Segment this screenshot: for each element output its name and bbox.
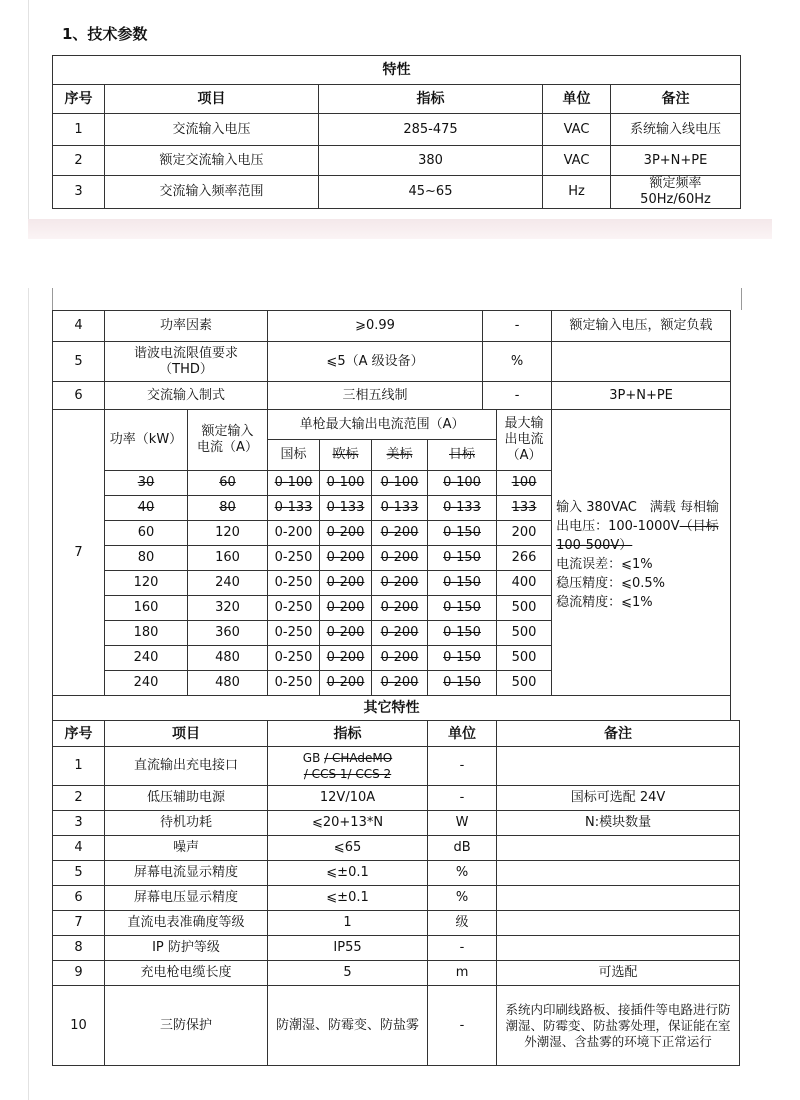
table-cell: 80 — [188, 496, 268, 521]
table-row — [53, 311, 740, 342]
table-cell: N:模块数量 — [497, 811, 740, 836]
table-cell: - — [483, 311, 552, 342]
table-cell: - — [428, 786, 497, 811]
table-cell: VAC — [543, 114, 611, 146]
table-cell: 0-200 — [320, 546, 372, 571]
table-cell: 100 — [497, 471, 552, 496]
other-title: 其它特性 — [53, 696, 731, 721]
table-cell: IP55 — [268, 936, 428, 961]
table-cell: 0-100 — [268, 471, 320, 496]
table-cell: 10 — [53, 986, 105, 1066]
table-row — [53, 747, 740, 786]
note-vreg: 稳压精度：⩽0.5% — [556, 575, 665, 591]
sub-header: 单枪最大输出电流范围（A） — [268, 410, 497, 440]
table-cell: 谐波电流限值要求（THD） — [105, 342, 268, 382]
table-cell: 30 — [105, 471, 188, 496]
table-row — [53, 114, 741, 146]
table-cell: 120 — [105, 571, 188, 596]
table-cell — [497, 836, 740, 861]
sub-header: 国标 — [268, 440, 320, 471]
col-header: 单位 — [428, 721, 497, 747]
table-row — [53, 886, 740, 911]
table-cell: 0-200 — [372, 521, 428, 546]
table-cell — [497, 911, 740, 936]
table-cell: dB — [428, 836, 497, 861]
connector-ccs: / CCS 1/ CCS 2 — [303, 767, 392, 781]
table-cell: 0-250 — [268, 621, 320, 646]
table-cell: 7 — [53, 911, 105, 936]
table-cell: 1 — [268, 911, 428, 936]
table-cell: - — [428, 986, 497, 1066]
table-cell: % — [428, 861, 497, 886]
table-cell: 1 — [53, 747, 105, 786]
table-cell: 充电枪电缆长度 — [105, 961, 268, 986]
table-cell: 低压辅助电源 — [105, 786, 268, 811]
table-cell: 0-200 — [320, 521, 372, 546]
table-cell — [497, 861, 740, 886]
table-cell: 防潮湿、防霉变、防盐雾 — [268, 986, 428, 1066]
table-cell: 480 — [188, 646, 268, 671]
table-cell: 直流电表准确度等级 — [105, 911, 268, 936]
col-header: 序号 — [53, 721, 105, 747]
col-header: 备注 — [611, 85, 741, 114]
table-cell: 240 — [188, 571, 268, 596]
table-row — [53, 811, 740, 836]
table-cell: IP 防护等级 — [105, 936, 268, 961]
table-row — [53, 382, 740, 410]
table-cell: 4 — [53, 311, 105, 342]
table-header-row — [53, 85, 741, 114]
table-cell: 0-150 — [428, 671, 497, 696]
table-cell: ⩽±0.1 — [268, 886, 428, 911]
table-cell: 三防保护 — [105, 986, 268, 1066]
table-cell: 0-150 — [428, 646, 497, 671]
table-row — [53, 410, 740, 440]
col-header: 单位 — [543, 85, 611, 114]
table-cell: 可选配 — [497, 961, 740, 986]
table-cell: 45~65 — [319, 176, 543, 209]
table-cell: ⩽20+13*N — [268, 811, 428, 836]
table-cell: 5 — [53, 861, 105, 886]
table-row — [53, 911, 740, 936]
table-cell: W — [428, 811, 497, 836]
table-cell: 0-200 — [320, 671, 372, 696]
table-cell: 500 — [497, 671, 552, 696]
table-cell: 133 — [497, 496, 552, 521]
table-cell: 80 — [105, 546, 188, 571]
table-cell: 交流输入频率范围 — [105, 176, 319, 209]
table-cell: 0-250 — [268, 646, 320, 671]
table-cell: 交流输入电压 — [105, 114, 319, 146]
table-cell — [497, 886, 740, 911]
table-row — [53, 176, 741, 209]
table-cell: % — [428, 886, 497, 911]
col-header: 项目 — [105, 85, 319, 114]
note-err: 电流误差：⩽1% — [556, 556, 653, 572]
table-cell: 0-133 — [372, 496, 428, 521]
table-cell: 5 — [268, 961, 428, 986]
note-ireg: 稳流精度：⩽1% — [556, 594, 653, 610]
connector-chademo: / CHAdeMO — [324, 751, 393, 765]
table-cell: ⩽5（A 级设备） — [268, 342, 483, 382]
table-row — [53, 786, 740, 811]
characteristics-table-continued — [52, 310, 740, 1066]
table-cell: Hz — [543, 176, 611, 209]
table-cell: 0-100 — [320, 471, 372, 496]
table-row — [53, 146, 741, 176]
table-cell: 3 — [53, 811, 105, 836]
table-cell: 额定交流输入电压 — [105, 146, 319, 176]
note-input: 输入 380VAC 满载 每相输出电压： — [556, 499, 719, 534]
table-row — [53, 861, 740, 886]
table-cell: 0-200 — [372, 546, 428, 571]
table-cell: 5 — [53, 342, 105, 382]
table-cell: 8 — [53, 936, 105, 961]
table-cell — [497, 936, 740, 961]
page-break-continuation — [52, 288, 742, 310]
col-header: 指标 — [319, 85, 543, 114]
table-cell: 0-200 — [320, 596, 372, 621]
table-cell: 0-150 — [428, 596, 497, 621]
sub-header: 日标 — [428, 440, 497, 471]
table-cell: 交流输入制式 — [105, 382, 268, 410]
table-cell: 噪声 — [105, 836, 268, 861]
table-cell: ⩽±0.1 — [268, 861, 428, 886]
col-header: 序号 — [53, 85, 105, 114]
table-cell: 级 — [428, 911, 497, 936]
table-cell: 160 — [188, 546, 268, 571]
connector-cell — [268, 747, 428, 786]
table-cell: 0-150 — [428, 571, 497, 596]
row7-note — [552, 410, 731, 696]
table-cell: m — [428, 961, 497, 986]
sub-header: 美标 — [372, 440, 428, 471]
table-row — [53, 986, 740, 1066]
sub-header: 额定输入电流（A） — [188, 410, 268, 471]
table-cell: 三相五线制 — [268, 382, 483, 410]
table-cell: 360 — [188, 621, 268, 646]
table-cell: - — [428, 936, 497, 961]
table-cell: 额定输入电压，额定负载 — [552, 311, 731, 342]
table-cell: 120 — [188, 521, 268, 546]
table-cell: VAC — [543, 146, 611, 176]
table-cell: 系统输入线电压 — [611, 114, 741, 146]
table-cell: 60 — [105, 521, 188, 546]
col-header: 指标 — [268, 721, 428, 747]
table-cell: - — [428, 747, 497, 786]
table-cell: 0-133 — [268, 496, 320, 521]
table-cell: 200 — [497, 521, 552, 546]
sub-header: 最大输出电流（A） — [497, 410, 552, 471]
table-cell: 0-200 — [320, 646, 372, 671]
characteristics-table — [52, 55, 741, 209]
table-cell: 0-150 — [428, 521, 497, 546]
table-cell: 480 — [188, 671, 268, 696]
table-cell: 6 — [53, 382, 105, 410]
table-cell: 3 — [53, 176, 105, 209]
table-cell: 0-250 — [268, 571, 320, 596]
table-cell: - — [483, 382, 552, 410]
col-header: 备注 — [497, 721, 740, 747]
table-cell: 直流输出充电接口 — [105, 747, 268, 786]
table-header-row — [53, 721, 740, 747]
table-cell: 0-250 — [268, 546, 320, 571]
table-cell: 1 — [53, 114, 105, 146]
note-range: 100-1000V — [608, 518, 680, 534]
table-cell: ⩽65 — [268, 836, 428, 861]
section-heading: 1、技术参数 — [62, 25, 148, 43]
table-cell: 7 — [53, 410, 105, 696]
sub-header: 欧标 — [320, 440, 372, 471]
table-cell: 285-475 — [319, 114, 543, 146]
table-row — [53, 836, 740, 861]
table-cell — [497, 747, 740, 786]
table-cell: 屏幕电流显示精度 — [105, 861, 268, 886]
table-cell: 180 — [105, 621, 188, 646]
table-cell: % — [483, 342, 552, 382]
table-cell: 12V/10A — [268, 786, 428, 811]
table-cell: 0-133 — [320, 496, 372, 521]
table-row — [53, 342, 740, 382]
table-cell: 屏幕电压显示精度 — [105, 886, 268, 911]
table-cell: 额定频率 50Hz/60Hz — [611, 176, 741, 209]
table-row — [53, 936, 740, 961]
table-cell: 0-150 — [428, 621, 497, 646]
table-cell: 0-200 — [268, 521, 320, 546]
table-cell: 60 — [188, 471, 268, 496]
table-cell: 0-200 — [372, 621, 428, 646]
table-cell: 160 — [105, 596, 188, 621]
table-cell — [552, 342, 731, 382]
table-cell: 待机功耗 — [105, 811, 268, 836]
table-cell: 40 — [105, 496, 188, 521]
table-cell: 2 — [53, 146, 105, 176]
table-title: 特性 — [53, 56, 741, 85]
table-cell: 400 — [497, 571, 552, 596]
table-cell: 3P+N+PE — [611, 146, 741, 176]
sub-header: 功率（kW） — [105, 410, 188, 471]
table-cell: 2 — [53, 786, 105, 811]
table-cell: 500 — [497, 646, 552, 671]
table-cell: 380 — [319, 146, 543, 176]
table-cell: 320 — [188, 596, 268, 621]
table-cell: 0-200 — [372, 571, 428, 596]
table-cell: ⩾0.99 — [268, 311, 483, 342]
table-cell: 4 — [53, 836, 105, 861]
table-cell: 240 — [105, 646, 188, 671]
table-cell: 500 — [497, 596, 552, 621]
connector-gb: GB — [302, 751, 321, 765]
table-cell: 0-200 — [320, 571, 372, 596]
table-cell: 系统内印刷线路板、接插件等电路进行防潮湿、防霉变、防盐雾处理，保证能在室外潮湿、含盐雾的环境下正常运行 — [497, 986, 740, 1066]
table-cell: 0-200 — [320, 621, 372, 646]
note-struck: （目标 100-500V） — [556, 518, 719, 553]
table-cell: 0-133 — [428, 496, 497, 521]
table-cell: 9 — [53, 961, 105, 986]
table-cell: 0-100 — [428, 471, 497, 496]
table-cell: 3P+N+PE — [552, 382, 731, 410]
table-cell: 0-150 — [428, 546, 497, 571]
table-cell: 功率因素 — [105, 311, 268, 342]
table-cell: 国标可选配 24V — [497, 786, 740, 811]
table-cell: 0-200 — [372, 596, 428, 621]
table-cell: 0-100 — [372, 471, 428, 496]
table-row — [53, 961, 740, 986]
table-cell: 0-200 — [372, 646, 428, 671]
table-cell: 0-250 — [268, 596, 320, 621]
table-cell: 500 — [497, 621, 552, 646]
table-cell: 0-200 — [372, 671, 428, 696]
col-header: 项目 — [105, 721, 268, 747]
table-cell: 240 — [105, 671, 188, 696]
page-separator — [28, 219, 772, 239]
table-cell: 6 — [53, 886, 105, 911]
table-cell: 0-250 — [268, 671, 320, 696]
table-cell: 266 — [497, 546, 552, 571]
